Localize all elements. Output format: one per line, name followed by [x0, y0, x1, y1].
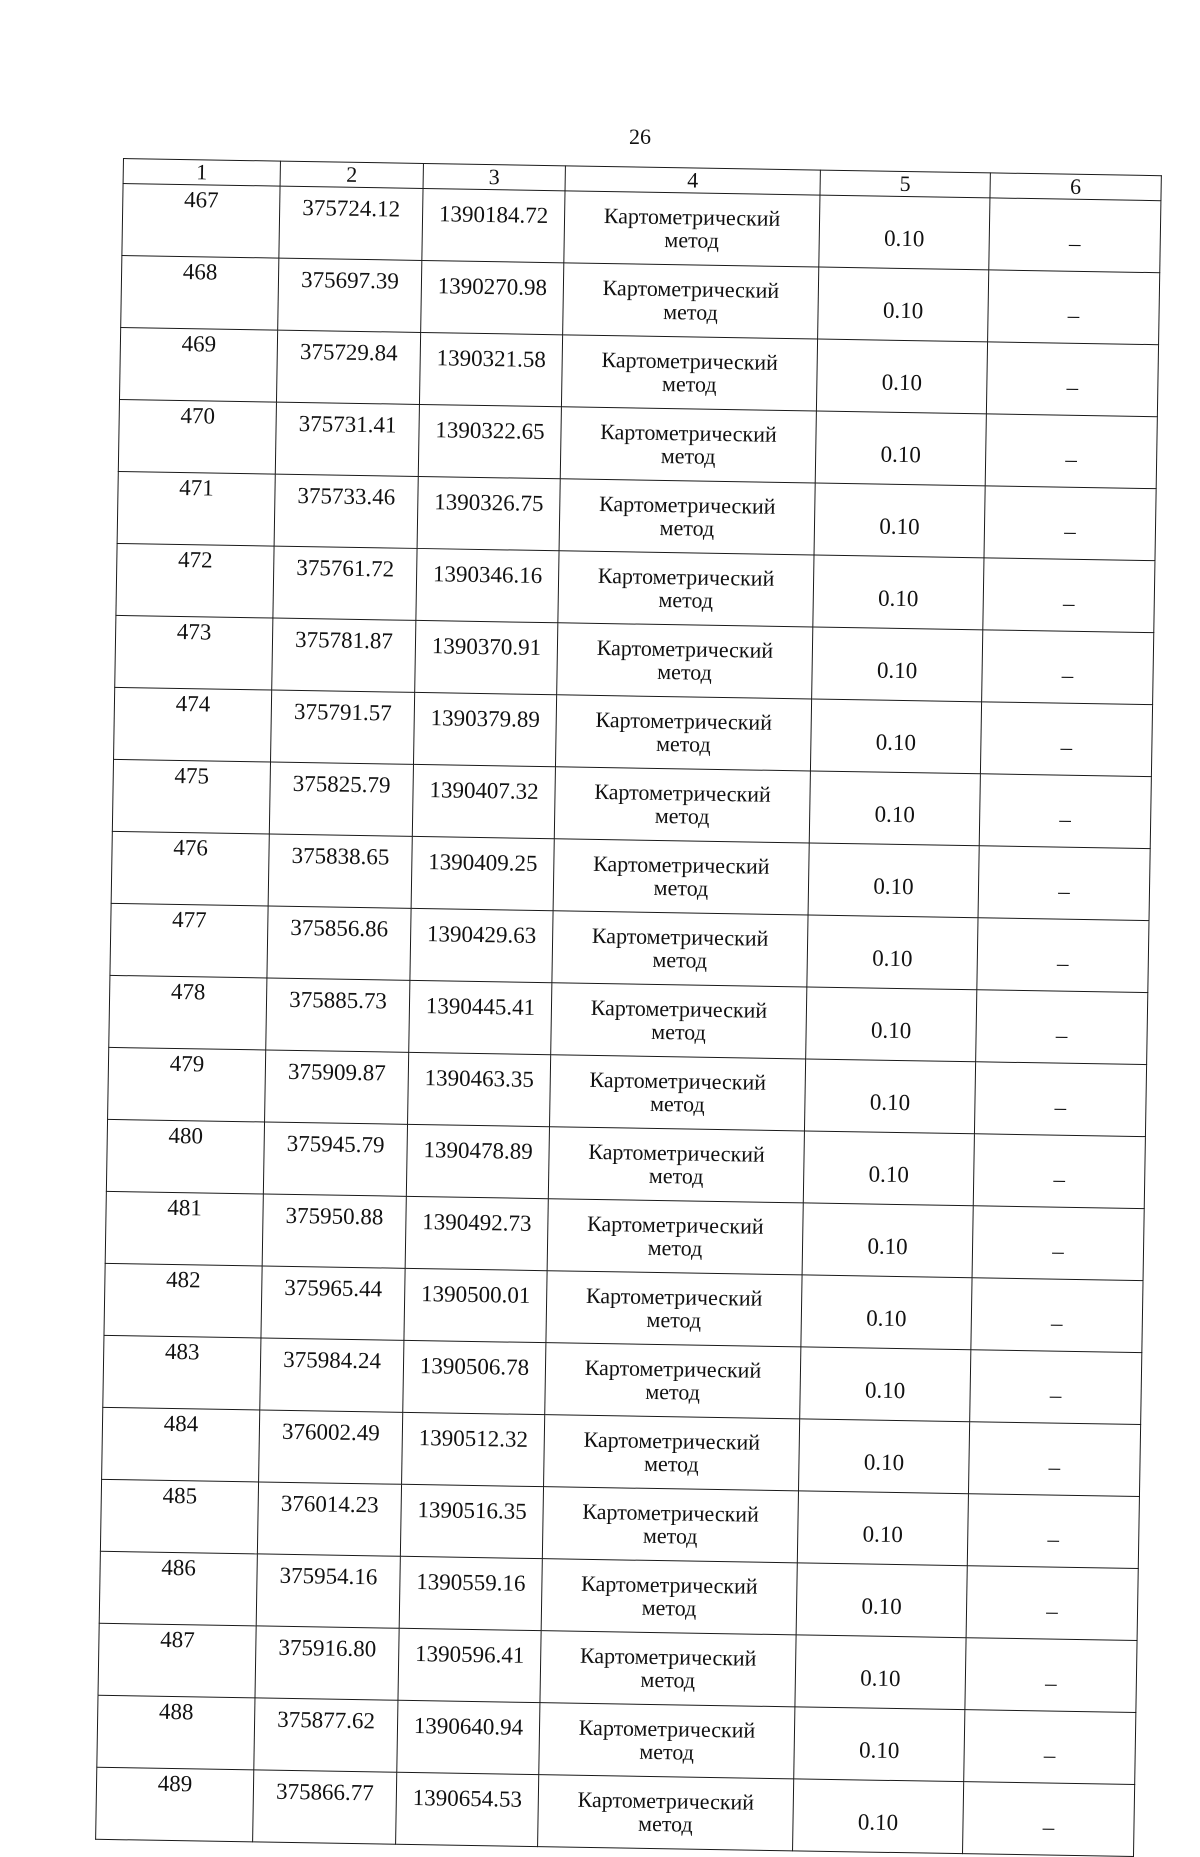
y-coordinate-cell: 1390370.91 — [415, 621, 558, 695]
note-cell: – — [965, 1638, 1137, 1713]
method-cell — [547, 1199, 803, 1275]
method-text-line2: метод — [649, 1091, 705, 1118]
method-text-line2: метод — [647, 1235, 703, 1262]
method-text-line1: Картометрический — [591, 923, 769, 951]
method-text-line1: Картометрический — [579, 1642, 757, 1671]
method-text-line1: Картометрический — [578, 1714, 756, 1743]
method-text-line1: Картометрический — [596, 635, 774, 664]
method-text-line2: метод — [659, 515, 715, 542]
method-text-line1: Картометрический — [580, 1570, 758, 1599]
method-cell — [553, 839, 809, 915]
x-coordinate-cell: 376002.49 — [259, 1410, 403, 1484]
y-coordinate-cell: 1390407.32 — [412, 765, 555, 839]
accuracy-cell: 0.10 — [812, 627, 983, 702]
method-text-line2: метод — [663, 299, 719, 326]
y-coordinate-cell: 1390512.32 — [402, 1412, 545, 1486]
note-cell: – — [972, 1206, 1144, 1281]
accuracy-cell: 0.10 — [804, 1059, 975, 1134]
method-cell — [557, 623, 813, 699]
method-cell — [538, 1775, 794, 1851]
method-text-line1: Картометрический — [582, 1498, 760, 1527]
y-coordinate-cell: 1390559.16 — [399, 1556, 542, 1630]
method-text-line2: метод — [658, 587, 714, 614]
x-coordinate-cell: 375954.16 — [256, 1554, 400, 1628]
note-cell: – — [977, 918, 1149, 993]
method-text-line2: метод — [655, 731, 711, 758]
method-text-line1: Картометрический — [589, 1067, 767, 1095]
y-coordinate-cell: 1390492.73 — [405, 1197, 548, 1271]
accuracy-cell: 0.10 — [793, 1779, 964, 1854]
method-text-line2: метод — [661, 371, 717, 398]
column-header: 5 — [820, 170, 990, 198]
accuracy-cell: 0.10 — [813, 555, 984, 630]
method-text-line2: метод — [654, 803, 710, 830]
method-text-line2: метод — [637, 1811, 693, 1837]
method-cell — [552, 911, 808, 987]
note-cell: – — [982, 630, 1154, 705]
point-number-cell: 473 — [115, 616, 273, 691]
x-coordinate-cell: 375950.88 — [262, 1194, 406, 1268]
point-number-cell: 486 — [99, 1552, 257, 1627]
method-text-line2: метод — [648, 1163, 704, 1190]
method-text-line2: метод — [640, 1667, 696, 1693]
x-coordinate-cell: 375733.46 — [274, 474, 418, 548]
note-cell: – — [976, 990, 1148, 1065]
note-cell: – — [968, 1422, 1140, 1497]
x-coordinate-cell: 375697.39 — [278, 258, 422, 332]
y-coordinate-cell: 1390463.35 — [408, 1053, 551, 1127]
method-text-line1: Картометрический — [602, 275, 780, 304]
method-text-line1: Картометрический — [586, 1211, 764, 1239]
note-cell: – — [973, 1134, 1145, 1209]
method-cell — [560, 407, 816, 483]
table-body — [96, 184, 1161, 1857]
y-coordinate-cell: 1390409.25 — [411, 837, 554, 911]
method-cell — [549, 1055, 805, 1131]
x-coordinate-cell: 375916.80 — [255, 1626, 399, 1700]
y-coordinate-cell: 1390445.41 — [409, 981, 552, 1055]
method-text-line1: Картометрический — [594, 779, 771, 808]
accuracy-cell: 0.10 — [800, 1347, 971, 1422]
method-text-line2: метод — [646, 1307, 702, 1334]
column-header: 6 — [990, 173, 1161, 201]
x-coordinate-cell: 375965.44 — [261, 1266, 405, 1340]
method-text-line1: Картометрический — [603, 203, 781, 232]
x-coordinate-cell: 375885.73 — [266, 978, 410, 1052]
y-coordinate-cell: 1390270.98 — [421, 261, 564, 335]
accuracy-cell: 0.10 — [798, 1419, 969, 1494]
note-cell: – — [970, 1350, 1142, 1425]
point-number-cell: 477 — [110, 904, 268, 979]
accuracy-cell: 0.10 — [797, 1491, 968, 1566]
accuracy-cell: 0.10 — [807, 915, 978, 990]
note-cell: – — [979, 774, 1151, 849]
method-text-line1: Картометрический — [588, 1139, 766, 1167]
method-text-line1: Картометрический — [600, 419, 777, 448]
point-number-cell: 484 — [102, 1408, 260, 1483]
point-number-cell: 481 — [105, 1192, 263, 1267]
method-text-line1: Картометрический — [601, 347, 779, 376]
note-cell: – — [985, 414, 1157, 489]
point-number-cell: 471 — [117, 472, 275, 547]
point-number-cell: 475 — [112, 760, 270, 835]
y-coordinate-cell: 1390184.72 — [422, 189, 565, 263]
method-text-line1: Картометрический — [590, 995, 768, 1023]
method-text-line2: метод — [645, 1379, 701, 1406]
method-cell — [541, 1559, 797, 1635]
method-cell — [554, 767, 810, 843]
x-coordinate-cell: 375724.12 — [279, 186, 423, 260]
x-coordinate-cell: 375866.77 — [253, 1770, 397, 1844]
method-cell — [558, 551, 814, 627]
accuracy-cell: 0.10 — [806, 987, 977, 1062]
method-text-line1: Картометрический — [577, 1786, 755, 1815]
y-coordinate-cell: 1390429.63 — [410, 909, 553, 983]
method-text-line1: Картометрический — [595, 707, 773, 736]
point-number-cell: 468 — [121, 256, 279, 331]
x-coordinate-cell: 375856.86 — [267, 906, 411, 980]
note-cell: – — [980, 702, 1152, 777]
note-cell: – — [974, 1062, 1146, 1137]
y-coordinate-cell: 1390326.75 — [417, 477, 560, 551]
y-coordinate-cell: 1390346.16 — [416, 549, 559, 623]
accuracy-cell: 0.10 — [801, 1275, 972, 1350]
accuracy-cell: 0.10 — [802, 1203, 973, 1278]
x-coordinate-cell: 375731.41 — [275, 402, 419, 476]
method-text-line1: Картометрический — [598, 491, 776, 520]
x-coordinate-cell: 375877.62 — [254, 1698, 398, 1772]
note-cell: – — [964, 1710, 1136, 1785]
x-coordinate-cell: 375781.87 — [272, 618, 416, 692]
method-cell — [563, 263, 819, 339]
coordinates-table — [95, 158, 1162, 1857]
method-text-line2: метод — [664, 227, 720, 254]
note-cell: – — [986, 342, 1158, 417]
point-number-cell: 476 — [111, 832, 269, 907]
y-coordinate-cell: 1390596.41 — [398, 1628, 541, 1702]
note-cell: – — [971, 1278, 1143, 1353]
x-coordinate-cell: 375984.24 — [260, 1338, 404, 1412]
accuracy-cell: 0.10 — [818, 267, 989, 342]
method-cell — [542, 1487, 798, 1563]
point-number-cell: 467 — [122, 184, 280, 259]
method-text-line1: Картометрический — [592, 851, 770, 880]
point-number-cell: 482 — [104, 1264, 262, 1339]
point-number-cell: 480 — [106, 1120, 264, 1195]
method-cell — [559, 479, 815, 555]
accuracy-cell: 0.10 — [794, 1707, 965, 1782]
method-cell — [545, 1343, 801, 1419]
y-coordinate-cell: 1390379.89 — [413, 693, 556, 767]
x-coordinate-cell: 375791.57 — [271, 690, 415, 764]
method-text-line2: метод — [641, 1595, 697, 1621]
point-number-cell: 485 — [100, 1480, 258, 1555]
point-number-cell: 488 — [97, 1695, 255, 1770]
point-number-cell: 487 — [98, 1623, 256, 1698]
y-coordinate-cell: 1390516.35 — [400, 1484, 543, 1558]
coordinates-table-container — [95, 158, 1161, 1857]
accuracy-cell: 0.10 — [808, 843, 979, 918]
accuracy-cell: 0.10 — [796, 1563, 967, 1638]
note-cell: – — [983, 558, 1155, 633]
method-text-line2: метод — [639, 1739, 695, 1765]
accuracy-cell: 0.10 — [809, 771, 980, 846]
accuracy-cell: 0.10 — [814, 483, 985, 558]
method-text-line1: Картометрический — [585, 1283, 763, 1311]
y-coordinate-cell: 1390321.58 — [419, 333, 562, 407]
note-cell: – — [978, 846, 1150, 921]
point-number-cell: 472 — [116, 544, 274, 619]
column-header: 3 — [423, 163, 565, 191]
column-header: 2 — [280, 161, 423, 189]
x-coordinate-cell: 375729.84 — [276, 330, 420, 404]
y-coordinate-cell: 1390654.53 — [396, 1772, 539, 1846]
accuracy-cell: 0.10 — [816, 339, 987, 414]
method-text-line2: метод — [657, 659, 713, 686]
accuracy-cell: 0.10 — [819, 195, 990, 270]
method-text-line2: метод — [643, 1451, 699, 1478]
point-number-cell: 479 — [108, 1048, 266, 1123]
point-number-cell: 483 — [103, 1336, 261, 1411]
column-header: 1 — [123, 159, 280, 187]
point-number-cell: 489 — [96, 1767, 254, 1842]
note-cell: – — [984, 486, 1156, 561]
method-text-line2: метод — [653, 875, 709, 902]
method-cell — [540, 1631, 796, 1707]
y-coordinate-cell: 1390500.01 — [404, 1269, 547, 1343]
point-number-cell: 469 — [119, 328, 277, 403]
y-coordinate-cell: 1390322.65 — [418, 405, 561, 479]
method-text-line1: Картометрический — [584, 1355, 762, 1383]
y-coordinate-cell: 1390478.89 — [406, 1125, 549, 1199]
x-coordinate-cell: 375761.72 — [273, 546, 417, 620]
x-coordinate-cell: 375945.79 — [263, 1122, 407, 1196]
method-text-line2: метод — [642, 1523, 698, 1549]
x-coordinate-cell: 375825.79 — [269, 762, 413, 836]
method-cell — [546, 1271, 802, 1347]
point-number-cell: 478 — [109, 976, 267, 1051]
note-cell: – — [988, 270, 1160, 345]
column-header: 4 — [565, 166, 820, 195]
method-cell — [544, 1415, 800, 1491]
method-text-line2: метод — [660, 443, 716, 470]
page-number: 26 — [629, 124, 651, 149]
accuracy-cell: 0.10 — [803, 1131, 974, 1206]
point-number-cell: 474 — [114, 688, 272, 763]
x-coordinate-cell: 376014.23 — [257, 1482, 401, 1556]
note-cell: – — [989, 198, 1161, 273]
y-coordinate-cell: 1390506.78 — [403, 1341, 546, 1415]
method-cell — [561, 335, 817, 411]
x-coordinate-cell: 375838.65 — [268, 834, 412, 908]
note-cell: – — [966, 1566, 1138, 1641]
accuracy-cell: 0.10 — [815, 411, 986, 486]
method-text-line1: Картометрический — [583, 1427, 761, 1455]
accuracy-cell: 0.10 — [795, 1635, 966, 1710]
x-coordinate-cell: 375909.87 — [265, 1050, 409, 1124]
method-cell — [548, 1127, 804, 1203]
method-cell — [555, 695, 811, 771]
note-cell: – — [962, 1782, 1134, 1857]
point-number-cell: 470 — [118, 400, 276, 475]
y-coordinate-cell: 1390640.94 — [397, 1700, 540, 1774]
accuracy-cell: 0.10 — [810, 699, 981, 774]
method-cell — [551, 983, 807, 1059]
note-cell: – — [967, 1494, 1139, 1569]
method-cell — [539, 1703, 795, 1779]
method-text-line2: метод — [652, 947, 708, 974]
method-text-line2: метод — [651, 1019, 707, 1046]
method-cell — [564, 191, 820, 267]
method-text-line1: Картометрический — [597, 563, 775, 592]
